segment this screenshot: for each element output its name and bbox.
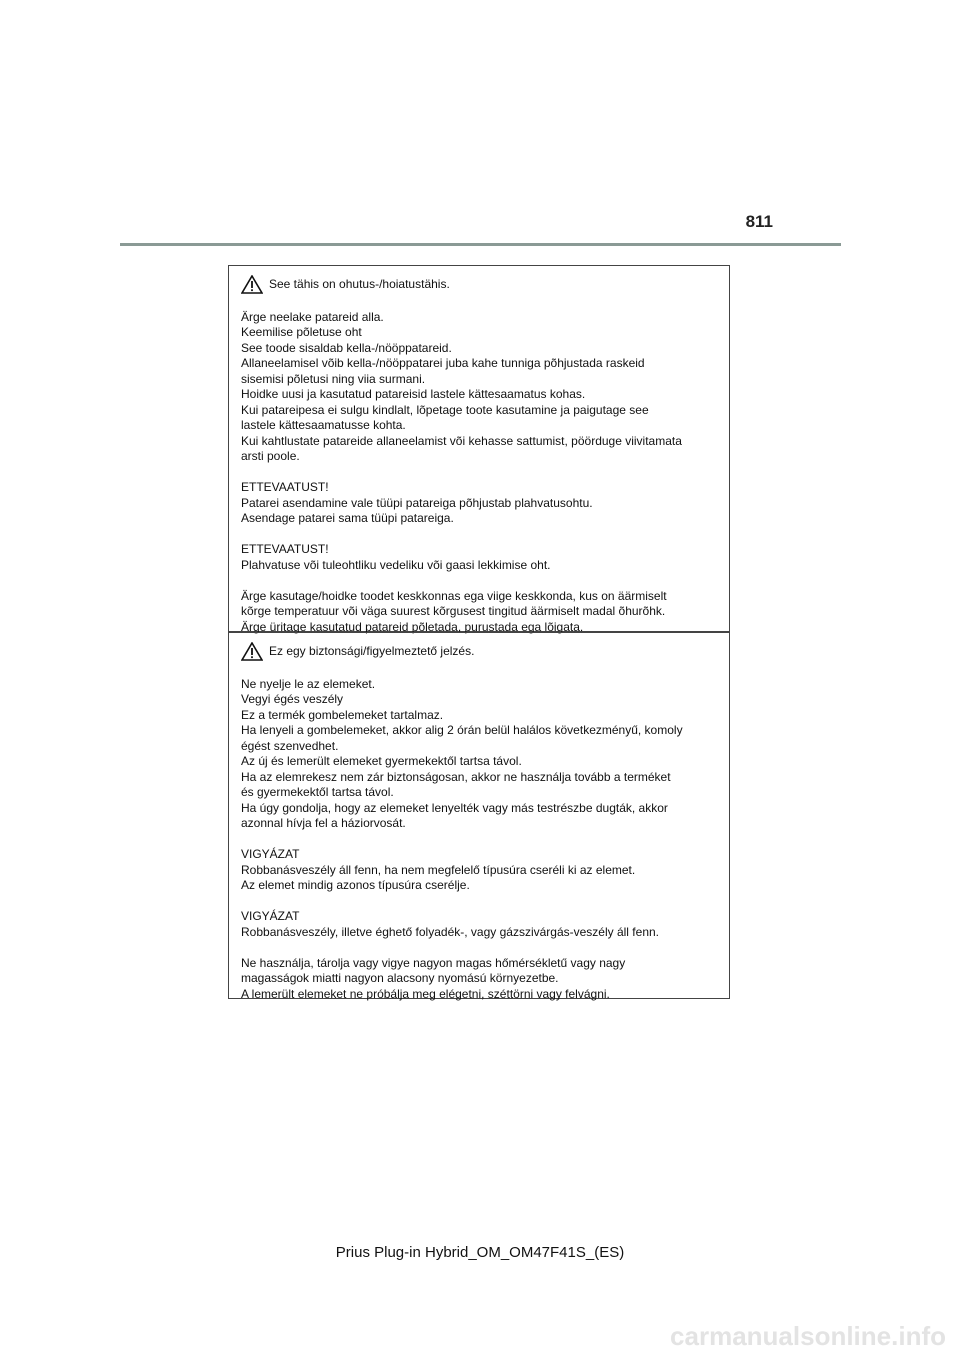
caution-label: ETTEVAATUST! (241, 480, 329, 494)
body-line: Kui patareipesa ei sulgu kindlalt, lõpetage toote kasutamine ja paigutage see (241, 402, 649, 417)
body-line: Ez a termék gombelemeket tartalmaz. (241, 707, 444, 722)
caution-label: ETTEVAATUST! (241, 542, 329, 556)
body-line: Az elemet mindig azonos típusúra cserélje. (241, 878, 470, 892)
body-line: azonnal hívja fel a háziorvosát. (241, 816, 406, 830)
body-line: Az új és lemerült elemeket gyermekektől tartsa távol. (241, 754, 522, 768)
page-number: 811 (745, 212, 773, 231)
warning-heading-row (241, 641, 717, 661)
body-line: Ärge kasutage/hoidke toodet keskkonnas ega viige keskkonda, kus on äärmiselt (241, 588, 667, 603)
body-line: See toode sisaldab kella-/nööppatareid. (241, 340, 452, 355)
body-line: arsti poole. (241, 449, 300, 463)
body-line: Ne nyelje le az elemeket. (241, 676, 376, 691)
body-line: Ha úgy gondolja, hogy az elemeket lenyelték vagy más testrészbe dugták, akkor (241, 800, 668, 815)
body-line: Ärge üritage kasutatud patareid põletada, purustada ega lõigata. (241, 619, 584, 634)
page-footer: Prius Plug-in Hybrid_OM_OM47F41S_(ES) (335, 1244, 625, 1261)
warning-triangle-icon (241, 275, 263, 294)
body-line: és gyermekektől tartsa távol. (241, 785, 394, 799)
body-line: Plahvatuse või tuleohtliku vedeliku või gaasi lekkimise oht. (241, 557, 551, 572)
warning-triangle-icon (241, 642, 263, 661)
body-line: kõrge temperatuur või väga suurest kõrgusest tingitud äärmiselt madal õhurõhk. (241, 604, 666, 618)
caution-label: VIGYÁZAT (241, 909, 300, 923)
body-line: Allaneelamisel võib kella-/nööppatarei juba kahe tunniga põhjustada raskeid (241, 356, 645, 370)
warning-body (241, 310, 717, 636)
body-line: Hoidke uusi ja kasutatud patareisid lastele kättesaamatus kohas. (241, 387, 586, 401)
body-line: Patarei asendamine vale tüüpi patareiga põhjustab plahvatusohtu. (241, 495, 593, 510)
warning-body (241, 677, 717, 1003)
warning-heading: Ez egy biztonsági/figyelmeztető jelzés. (269, 644, 475, 658)
body-line: Ärge neelake patareid alla. (241, 309, 384, 324)
body-line: égést szenvedhet. (241, 738, 339, 753)
body-line: magasságok miatti nagyon alacsony nyomású környezetbe. (241, 971, 559, 985)
warning-box-hungarian (228, 632, 730, 999)
warning-heading: See tähis on ohutus-/hoiatustähis. (269, 277, 450, 291)
body-line: sisemisi põletusi ning viia surmani. (241, 371, 426, 386)
body-line: Kui kahtlustate patareide allaneelamist või kehasse sattumist, pöörduge viivitamata (241, 433, 682, 448)
body-line: Keemilise põletuse oht (241, 325, 362, 339)
header-rule (120, 243, 841, 246)
warning-box-estonian (228, 265, 730, 632)
body-line: Robbanásveszély, illetve éghető folyadék-, vagy gázszivárgás-veszély áll fenn. (241, 924, 659, 939)
body-line: lastele kättesaamatusse kohta. (241, 418, 406, 432)
body-line: A lemerült elemeket ne próbálja meg elégetni, széttörni vagy felvágni. (241, 986, 610, 1001)
body-line: Vegyi égés veszély (241, 692, 344, 706)
body-line: Asendage patarei sama tüüpi patareiga. (241, 511, 454, 525)
warning-heading-row (241, 274, 717, 294)
body-line: Ha az elemrekesz nem zár biztonságosan, akkor ne használja tovább a terméket (241, 769, 671, 784)
watermark: carmanualsonline.info (670, 1321, 946, 1351)
body-line: Ne használja, tárolja vagy vigye nagyon magas hőmérsékletű vagy nagy (241, 955, 626, 970)
caution-label: VIGYÁZAT (241, 847, 300, 861)
body-line: Robbanásveszély áll fenn, ha nem megfelelő típusúra cseréli ki az elemet. (241, 862, 636, 877)
body-line: Ha lenyeli a gombelemeket, akkor alig 2 órán belül halálos következményű, komoly (241, 723, 683, 737)
